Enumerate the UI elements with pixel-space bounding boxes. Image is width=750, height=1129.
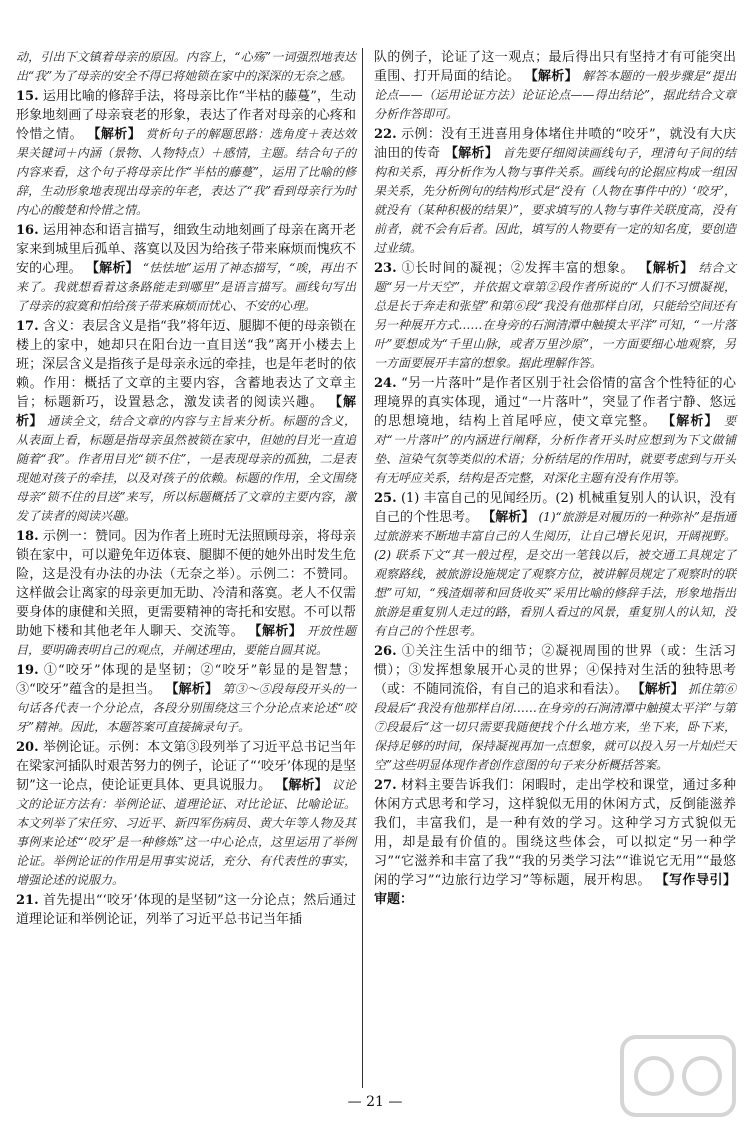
- analysis-text: 首先要仔细阅读画线句子，理清句子间的结构和关系，再分析作为人物与事件关系。画线句的论据应构成一组因果关系，先分析例句的结构形式是“没有（人物在事件中的）‘咬牙’，就没有（某种积极的结果）”，要求填写的人物与事件关联度高，没有前者，就不会有后者。因此，填写的人物要有一定的知名度，要创造过业绩。: [374, 146, 736, 255]
- answer-number: 26.: [374, 644, 397, 659]
- answer-text: ①关注生活中的细节；②凝视周围的世界（或：生活习惯）；③发挥想象展开心灵的世界；④保持对生活的独特思考（或：不随同流俗，有自己的追求和看法）。: [374, 644, 736, 697]
- analysis-label: 【解析】: [631, 682, 684, 697]
- analysis-label: 【写作导引】审题：: [374, 873, 736, 907]
- answer-number: 18.: [16, 529, 39, 544]
- answer-item: [16, 317, 356, 526]
- answer-text: “另一片落叶”是作者区别于社会俗情的富含个性特征的心理境界的真实体现，通过“一片落叶”，突显了作者宁静、悠远的思想境地，结构上首尾呼应，使文章完整。: [374, 376, 736, 429]
- analysis-label: 【解析】: [165, 682, 219, 697]
- left-column: [16, 48, 356, 930]
- answer-text: 运用神态和语言描写，细致生动地刻画了母亲在离开老家来到城里后孤单、落寞以及因为给孩子带来麻烦而愧疚不安的心理。: [16, 223, 356, 276]
- answer-number: 20.: [16, 740, 39, 755]
- analysis-label: 【解析】: [86, 261, 139, 276]
- answer-item: [16, 221, 356, 316]
- answer-number: 27.: [374, 778, 397, 793]
- answer-item: [374, 48, 736, 124]
- analysis-label: 【解析】: [248, 624, 303, 639]
- answer-text: ①“咬牙”体现的是坚韧；②“咬牙”彰显的是智慧；③“咬牙”蕴含的是担当。: [16, 663, 356, 697]
- watermark-logo-icon: [618, 1031, 738, 1121]
- analysis-text: (1)“旅游是对履历的一种弥补”是指通过旅游来不断地丰富自己的人生阅历，让自己增长见识，开阔视野。(2) 联系下文“其一般过程，是交出一笔钱以后，被交通工具规定了观察路线，被旅游设施规定了观察方位，被讲解员规定了观察时的联想”可知，“残渣烟蒂和回货收买”采用比喻的修辞手法，形象地指出旅游是重复别人走过的路，看别人看过的风景，重复别人的认知，没有自己的个性思考。: [374, 510, 736, 638]
- analysis-label: 【解析】: [662, 414, 719, 429]
- answer-number: 22.: [374, 127, 397, 142]
- answer-item: [16, 48, 356, 86]
- analysis-label: 【解析】: [87, 127, 142, 142]
- answer-item: [374, 374, 736, 488]
- answer-text: 示例一：赞同。因为作者上班时无法照顾母亲，将母亲锁在家中，可以避免年迈体衰、腿脚不便的她外出时发生危险，这是没有办法的办法（无奈之举）。示例二：不赞同。这样做会让离家的母亲更加无助、冷清和落寞。老人不仅需要身体的康健和关照，更需要精神的寄托和安慰。不可以帮助她下楼和其他老年人聊天、交流等。: [16, 529, 356, 639]
- analysis-text: 议论文的论证方法有：举例论证、道理论证、对比论证、比喻论证。本文列举了宋任穷、习近平、新四军伤病员、黄大年等人物及其事例来论述“‘咬牙’是一种修炼”这一中心论点，这里运用了举例论证。举例论证的作用是用事实说话，充分、有代表性的事实，增强论述的说服力。: [16, 778, 356, 887]
- answer-item: [374, 642, 736, 775]
- answer-text: 示例：没有王进喜用身体堵住井喷的“咬牙”，就没有大庆油田的传奇: [374, 127, 736, 161]
- answer-item: [374, 259, 736, 373]
- answer-item: [374, 489, 736, 641]
- analysis-text: 要对“一片落叶”的内涵进行阐释，分析作者开头时应想到为下文做铺垫、渲染气氛等类似的术语；分析结尾的作用时，就要考虑到与开头有无呼应关系，结构是否完整，对深化主题有没有作用等。: [374, 414, 736, 485]
- answer-text: 队的例子，论证了这一观点；最后得出只有坚持才有可能突出重围、打开局面的结论。: [374, 50, 736, 84]
- analysis-label: 【解析】: [275, 778, 328, 793]
- answer-number: 25.: [374, 491, 397, 506]
- answer-text: 含义：表层含义是指“我”将年迈、腿脚不便的母亲锁在楼上的家中，她却只在阳台边一直目送“我”离开小楼去上班；深层含义是指孩子是母亲永远的牵挂，也是年老时的依赖。作用：概括了文章的主要内容，含蓄地表达了文章主旨；标题新巧，设置悬念，激发读者的阅读兴趣。: [16, 319, 356, 410]
- answer-item: [374, 776, 736, 909]
- answer-text: 举例论证。示例：本文第③段列举了习近平总书记当年在梁家河插队时艰苦努力的例子，论证了“‘咬牙’体现的是坚韧”这一论点，使论证更具体、更具说服力。: [16, 740, 356, 793]
- answer-number: 21.: [16, 893, 39, 908]
- answer-item: [16, 738, 356, 890]
- answer-item: [374, 125, 736, 258]
- answer-number: 24.: [374, 376, 397, 391]
- right-column: [374, 48, 736, 910]
- analysis-label: 【解析】: [524, 69, 578, 84]
- analysis-label: 【解析】: [16, 395, 356, 429]
- answer-text: (1) 丰富自己的见闻经历。(2) 机械重复别人的认识，没有自己的个性思考。: [374, 491, 736, 525]
- answer-text: 运用比喻的修辞手法，将母亲比作“半枯的藤蔓”，生动形象地刻画了母亲衰老的形象，表达了作者对母亲的心疼和怜惜之情。: [16, 89, 356, 142]
- answer-text: ①长时间的凝视；②发挥丰富的想象。: [401, 261, 635, 276]
- analysis-text: 结合文题“另一片天空”，并依据文章第②段作者所说的“人们不习惯凝视，总是长于奔走和张望”和第⑥段“我没有他那样自闭，只能给空间还有另一种展开方式……在身旁的石涧清潭中触摸太平洋”可知，“一片落叶”要想成为“千里山脉，或者万里沙原”，一方面要细心地观察，另一方面要展开丰富的想象。据此理解作答。: [374, 261, 736, 370]
- analysis-text: 解答本题的一般步骤是“提出论点——（运用论证方法）论证论点——得出结论”，据此结合文章分析作答即可。: [374, 69, 736, 121]
- analysis-text: 动，引出下文镇着母亲的原因。内容上，“心殇”一词强烈地表达出“我”为了母亲的安全不得已将她锁在家中的深深的无奈之感。: [16, 50, 356, 83]
- analysis-label: 【解析】: [482, 510, 535, 525]
- analysis-text: 通读全文，结合文章的内容与主旨来分析。标题的含义，从表面上看，标题是指母亲虽然被锁在家中，但她的目光一直追随着“我”。作者用目光“锁不住”，一是表现母亲的孤独，二是表现她对孩子的牵挂，以及对孩子的依赖。标题的作用，全文围绕母亲“锁不住的目送”来写，所以标题概括了文章的主要内容，激发了读者的阅读兴趣。: [16, 414, 356, 523]
- answer-number: 19.: [16, 663, 39, 678]
- page-number: — 21 —: [347, 1094, 403, 1110]
- analysis-text: “怯怯地”运用了神态描写，“唉，再出不来了。我就想看着这条路能走到哪里”是语言描写。画线句写出了母亲的寂寞和怕给孩子带来麻烦而忧心、不安的心理。: [16, 261, 356, 313]
- column-divider: [362, 48, 363, 1088]
- answer-number: 23.: [374, 261, 397, 276]
- answer-text: 材料主要告诉我们：闲暇时，走出学校和课堂，通过多种休闲方式思考和学习，这样貌似无用的休闲方式，反倒能滋养我们，丰富我们，是一种有效的学习。这种学习方式貌似无用，却是最有价值的。围绕这些体会，可以拟定“另一种学习”“它滋养和丰富了我”“我的另类学习法”“谁说它无用”“最悠闲的学习”“边旅行边学习”等标题，展开构思。: [374, 778, 736, 888]
- analysis-text: 开放性题目，要明确表明自己的观点，并阐述理由，要能自圆其说。: [16, 624, 356, 657]
- answer-text: 首先提出“‘咬牙’体现的是坚韧”这一分论点；然后通过道理论证和举例论证，列举了习近平总书记当年插: [16, 893, 356, 927]
- answer-number: 15.: [16, 89, 39, 104]
- answer-item: [16, 527, 356, 660]
- analysis-text: 第③～⑤段每段开头的一句话各代表一个分论点，各段分别围绕这三个分论点来论述“咬牙”精神。因此，本题答案可直接摘录句子。: [16, 682, 356, 734]
- analysis-text: 赏析句子的解题思路：选角度＋表达效果关键词＋内涵（景物、人物特点）＋感情，主题。结合句子的内容来看，这个句子将母亲比作“半枯的藤蔓”，运用了比喻的修辞，生动形象地表现出母亲的年老，表达了“我”看到母亲行为时内心的酸楚和怜惜之情。: [16, 127, 356, 217]
- answer-number: 16.: [16, 223, 39, 238]
- answer-item: [16, 87, 356, 220]
- analysis-text: 抓住第⑥段最后“我没有他那样自闭……在身旁的石涧清潭中触摸太平洋”与第⑦段最后“这一切只需要我随便找个什么地方来，坐下来，卧下来，保持足够的时间，保持凝视再加一点想象，就可以投入另一片灿烂天空”这些明显体现作者创作意图的句子来分析概括答案。: [374, 682, 736, 772]
- answer-item: [16, 661, 356, 737]
- analysis-label: 【解析】: [444, 146, 499, 161]
- analysis-label: 【解析】: [639, 261, 694, 276]
- answer-item: [16, 891, 356, 929]
- answer-number: 17.: [16, 319, 39, 334]
